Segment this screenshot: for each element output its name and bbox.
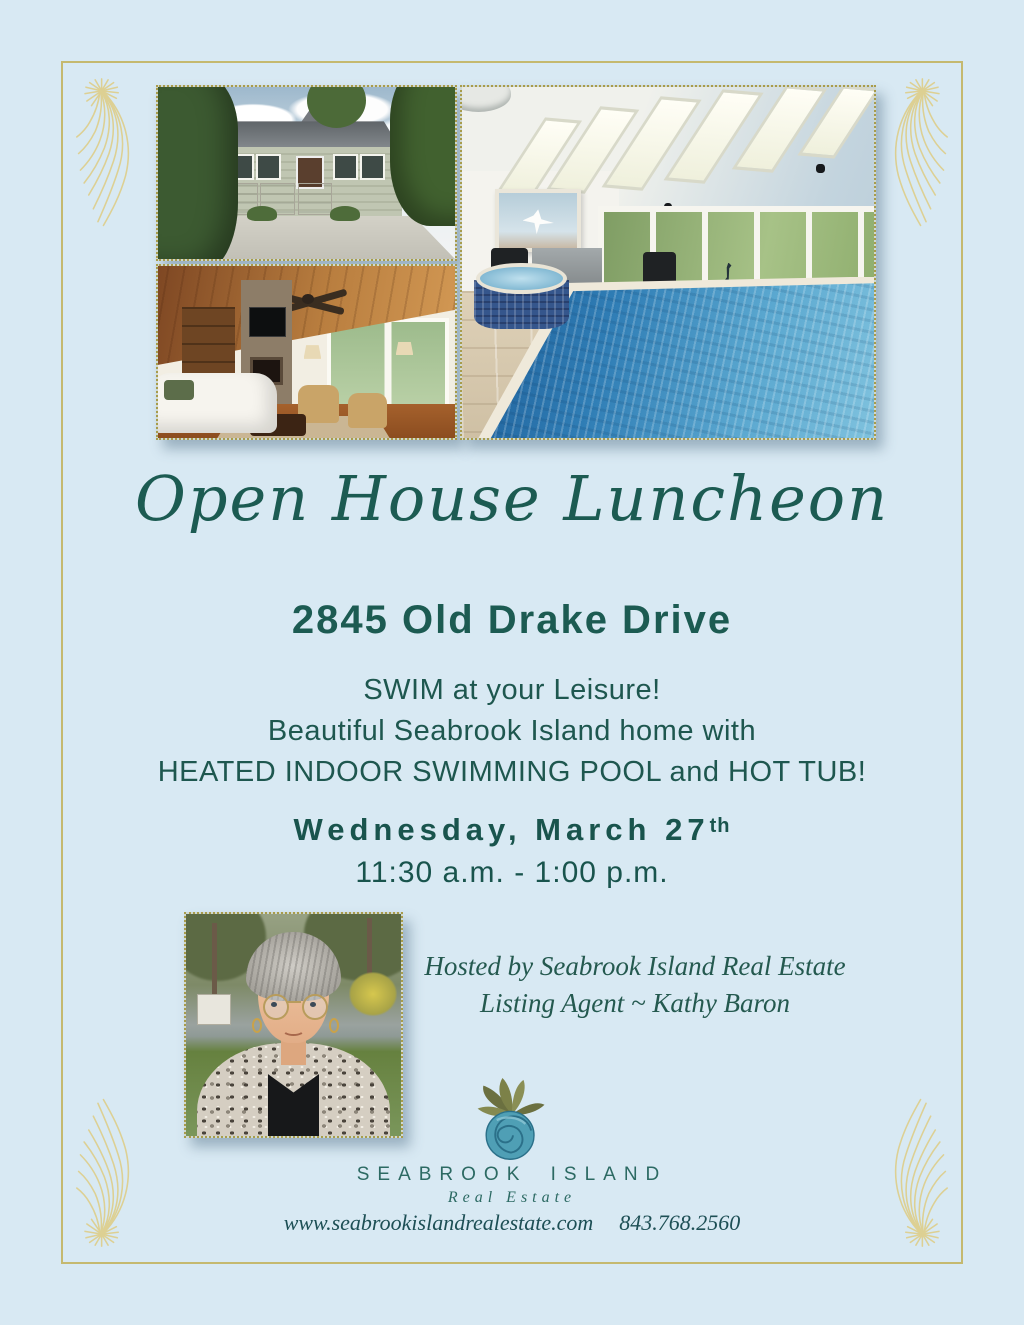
phone-number: 843.768.2560 [619, 1210, 741, 1235]
sign [197, 994, 231, 1025]
window [360, 154, 385, 180]
tagline-line-3: HEATED INDOOR SWIMMING POOL and HOT TUB! [157, 756, 867, 788]
tagline [0, 670, 1024, 793]
framed-seascape-painting [495, 189, 582, 252]
window [256, 154, 281, 180]
speaker [816, 164, 824, 173]
window-doors [327, 318, 449, 411]
tagline-line-1: SWIM at your Leisure! [363, 674, 661, 706]
nautilus-shell-logo [452, 1078, 572, 1164]
glasses-lens [302, 994, 328, 1020]
lamp [304, 345, 322, 359]
shrub [247, 206, 277, 221]
palm-frond-ornament-top-right [880, 78, 950, 230]
tagline-line-2: Beautiful Seabrook Island home with [267, 715, 757, 747]
hot-tub [476, 263, 567, 295]
contact-line [0, 1210, 1024, 1236]
palm-fronds-icon [478, 1078, 545, 1116]
window [333, 154, 358, 180]
shell-icon [486, 1111, 534, 1159]
indoor-pool-photo [460, 85, 876, 440]
glasses-lens [263, 994, 289, 1020]
palm-frond-ornament-top-left [74, 78, 144, 230]
event-time: 11:30 a.m. - 1:00 p.m. [355, 856, 669, 889]
date-ordinal-suffix: th [709, 815, 731, 837]
hosted-by-block [370, 948, 900, 1022]
living-room-photo [156, 264, 457, 440]
pillow [164, 380, 194, 401]
lamp [396, 342, 414, 356]
tv [249, 307, 287, 337]
event-date [0, 812, 1024, 848]
garage-door [298, 183, 333, 214]
tree [390, 85, 457, 226]
armchair [348, 393, 387, 427]
house-exterior-photo [156, 85, 457, 261]
listing-agent-line: Listing Agent ~ Kathy Baron [479, 988, 791, 1018]
glasses-bridge [286, 1001, 301, 1003]
event-date-text: Wednesday, March 27 [293, 812, 710, 847]
agent-portrait-photo [184, 912, 403, 1138]
shrub [330, 206, 360, 221]
property-address: 2845 Old Drake Drive [291, 598, 733, 642]
hosted-by-line: Hosted by Seabrook Island Real Estate [424, 951, 846, 981]
brand-subtitle: Real Estate [447, 1189, 577, 1206]
brand-name: SEABROOK ISLAND [356, 1164, 668, 1185]
tree [156, 85, 238, 261]
website-url: www.seabrookislandrealestate.com [283, 1210, 594, 1235]
flyer-title: Open House Luncheon [134, 462, 890, 535]
egret-in-painting [523, 209, 554, 234]
ceiling-fan [302, 294, 314, 304]
